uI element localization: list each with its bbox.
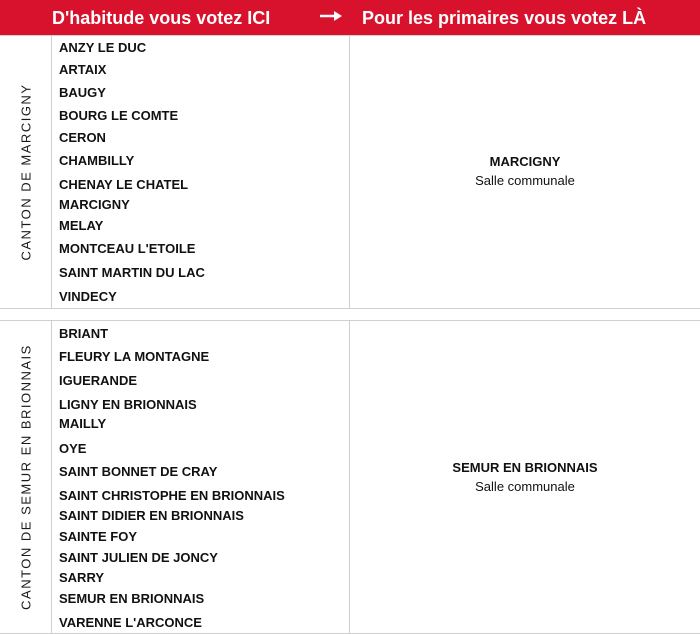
commune-item: SAINTE FOY xyxy=(59,529,138,544)
polling-station-cell xyxy=(350,321,700,633)
commune-item: FLEURY LA MONTAGNE xyxy=(59,349,210,364)
commune-item: SAINT CHRISTOPHE EN BRIONNAIS xyxy=(59,488,285,503)
commune-item: MONTCEAU L'ETOILE xyxy=(59,241,196,256)
commune-item: IGUERANDE xyxy=(59,373,138,388)
header-usual-label: D'habitude vous votez ICI xyxy=(52,8,271,28)
polling-station-cell xyxy=(350,36,700,308)
polling-station xyxy=(350,152,700,190)
commune-item: SEMUR EN BRIONNAIS xyxy=(59,591,205,606)
canton-name: CANTON DE MARCIGNY xyxy=(18,83,34,261)
commune-list xyxy=(52,321,350,633)
commune-item: CHENAY LE CHATEL xyxy=(59,177,189,192)
commune-item: LIGNY EN BRIONNAIS xyxy=(59,397,197,412)
polling-station-place: Salle communale xyxy=(475,173,575,188)
commune-item: OYE xyxy=(59,441,87,456)
canton-section-marcigny xyxy=(0,35,700,309)
polling-station-name: SEMUR EN BRIONNAIS xyxy=(452,460,598,475)
commune-item: BAUGY xyxy=(59,85,106,100)
canton-label-cell xyxy=(0,321,52,633)
canton-label-cell xyxy=(0,36,52,308)
commune-item: VARENNE L'ARCONCE xyxy=(59,615,202,630)
commune-item: MAILLY xyxy=(59,416,107,431)
commune-item: CHAMBILLY xyxy=(59,153,135,168)
right-arrow-icon xyxy=(318,5,344,27)
canton-section-semur xyxy=(0,320,700,634)
commune-item: MELAY xyxy=(59,218,104,233)
polling-station-name: MARCIGNY xyxy=(489,154,561,169)
commune-item: SAINT MARTIN DU LAC xyxy=(59,265,205,280)
commune-item: SAINT DIDIER EN BRIONNAIS xyxy=(59,508,244,523)
canton-name: CANTON DE SEMUR EN BRIONNAIS xyxy=(18,344,34,610)
commune-item: SAINT BONNET DE CRAY xyxy=(59,464,218,479)
commune-item: BOURG LE COMTE xyxy=(59,108,179,123)
polling-station-place: Salle communale xyxy=(475,479,575,494)
polling-station xyxy=(350,458,700,496)
commune-item: BRIANT xyxy=(59,326,109,341)
commune-item: SARRY xyxy=(59,570,105,585)
commune-list xyxy=(52,36,350,308)
commune-item: ANZY LE DUC xyxy=(59,40,147,55)
commune-item: MARCIGNY xyxy=(59,197,130,212)
table-header xyxy=(0,0,700,35)
commune-item: SAINT JULIEN DE JONCY xyxy=(59,550,218,565)
header-primary-label: Pour les primaires vous votez LÀ xyxy=(362,8,647,28)
commune-item: VINDECY xyxy=(59,289,117,304)
commune-item: ARTAIX xyxy=(59,62,107,77)
commune-item: CERON xyxy=(59,130,106,145)
